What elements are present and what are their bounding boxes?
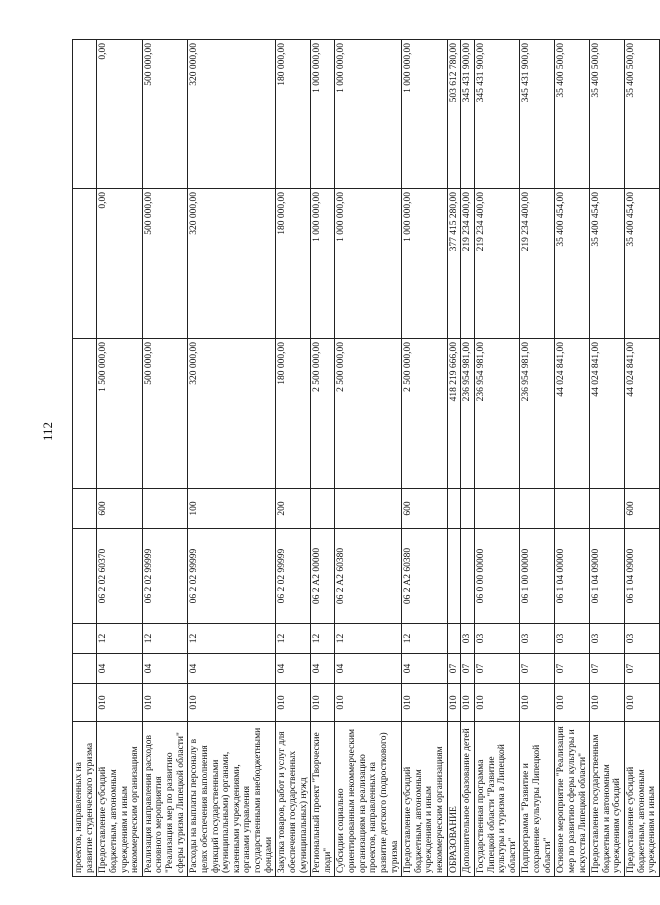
subsection-cell: [447, 624, 461, 654]
amount-year3-cell: 0,00: [97, 40, 143, 189]
section-cell: 07: [555, 654, 590, 684]
row-name-cell: Предоставление государственным бюджетным и автономным учреждениям субсидий: [590, 722, 625, 877]
amount-year3-cell: 1 000 000,00: [335, 40, 402, 189]
amount-year2-cell: 219 234 400,00: [520, 189, 555, 339]
amount-year3-cell: 503 612 780,00: [447, 40, 461, 189]
row-name-cell: Дополнительное образование детей: [461, 722, 475, 877]
expense-type-cell: 100: [188, 489, 276, 529]
section-cell: 04: [188, 654, 276, 684]
subsection-cell: 12: [335, 624, 402, 654]
table-row: [625, 40, 660, 877]
target-article-cell: 06 2 A2 00000: [311, 529, 335, 624]
row-name-cell: Предоставление субсидий бюджетным, автономным учреждениям и иным некоммерческим организациям: [402, 722, 448, 877]
amount-year2-cell: 377 415 280,00: [447, 189, 461, 339]
admin-code-cell: 010: [335, 684, 402, 722]
amount-year1-cell: 44 024 841,00: [625, 339, 660, 489]
amount-year3-cell: 35 400 500,00: [590, 40, 625, 189]
row-name-cell: Субсидии социально ориентированным некоммерческим организациям на реализацию проектов, направленных на развитие детского (подросткового) туризма: [335, 722, 402, 877]
target-article-cell: 06 2 02 99999: [142, 529, 188, 624]
amount-year2-cell: 219 234 400,00: [461, 189, 475, 339]
subsection-cell: 03: [474, 624, 520, 654]
section-cell: 04: [142, 654, 188, 684]
table-row: [461, 40, 475, 877]
subsection-cell: 12: [188, 624, 276, 654]
amount-year3-cell: 1 000 000,00: [311, 40, 335, 189]
admin-code-cell: 010: [402, 684, 448, 722]
amount-year1-cell: 44 024 841,00: [555, 339, 590, 489]
amount-year1-cell: 44 024 841,00: [590, 339, 625, 489]
expense-type-cell: [447, 489, 461, 529]
amount-year3-cell: 180 000,00: [276, 40, 311, 189]
amount-year1-cell: 500 000,00: [142, 339, 188, 489]
expense-type-cell: 200: [276, 489, 311, 529]
amount-year3-cell: 35 400 500,00: [555, 40, 590, 189]
row-name-cell: Подпрограмма "Развитие и сохранение культуры Липецкой области": [520, 722, 555, 877]
expense-type-cell: [555, 489, 590, 529]
expense-type-cell: [520, 489, 555, 529]
expense-type-cell: [474, 489, 520, 529]
admin-code-cell: 010: [97, 684, 143, 722]
amount-year1-cell: 236 954 981,00: [461, 339, 475, 489]
table-row: [590, 40, 625, 877]
admin-code-cell: 010: [520, 684, 555, 722]
amount-year1-cell: 320 000,00: [188, 339, 276, 489]
amount-year1-cell: 2 500 000,00: [335, 339, 402, 489]
amount-year1-cell: 2 500 000,00: [311, 339, 335, 489]
admin-code-cell: 010: [461, 684, 475, 722]
subsection-cell: 03: [555, 624, 590, 654]
amount-year2-cell: 35 400 454,00: [590, 189, 625, 339]
target-article-cell: 06 1 04 09000: [625, 529, 660, 624]
amount-year2-cell: 500 000,00: [142, 189, 188, 339]
amount-year3-cell: 35 400 500,00: [625, 40, 660, 189]
budget-table-sheet: [72, 40, 658, 877]
admin-code-cell: 010: [447, 684, 461, 722]
amount-year1-cell: 1 500 000,00: [97, 339, 143, 489]
subsection-cell: 12: [97, 624, 143, 654]
target-article-cell: 06 2 02 60370: [97, 529, 143, 624]
section-cell: 07: [625, 654, 660, 684]
target-article-cell: 06 2 A2 60380: [335, 529, 402, 624]
table-row: [474, 40, 520, 877]
subsection-cell: [73, 624, 97, 654]
table-row: [73, 40, 97, 877]
table-row: [97, 40, 143, 877]
page-number: 112: [40, 421, 55, 441]
expense-type-cell: [590, 489, 625, 529]
amount-year3-cell: [73, 40, 97, 189]
table-row: [188, 40, 276, 877]
amount-year1-cell: 236 954 981,00: [474, 339, 520, 489]
admin-code-cell: 010: [276, 684, 311, 722]
amount-year2-cell: 320 000,00: [188, 189, 276, 339]
subsection-cell: 03: [520, 624, 555, 654]
table-row: [276, 40, 311, 877]
expense-type-cell: 600: [97, 489, 143, 529]
row-name-cell: Реализация направления расходов основного мероприятия "Реализация мер по развитию сферы туризма Липецкой области": [142, 722, 188, 877]
expense-type-cell: [311, 489, 335, 529]
section-cell: 07: [474, 654, 520, 684]
target-article-cell: 06 1 00 00000: [520, 529, 555, 624]
row-name-cell: Региональный проект "Творческие люди": [311, 722, 335, 877]
admin-code-cell: 010: [555, 684, 590, 722]
admin-code-cell: 010: [188, 684, 276, 722]
amount-year3-cell: 320 000,00: [188, 40, 276, 189]
amount-year1-cell: [73, 339, 97, 489]
target-article-cell: 06 1 04 00000: [555, 529, 590, 624]
amount-year3-cell: 345 431 900,00: [474, 40, 520, 189]
row-name-cell: Государственная программа Липецкой области "Развитие культуры и туризма в Липецкой области": [474, 722, 520, 877]
row-name-cell: Предоставление субсидий бюджетным, автономным учреждениям и иным: [625, 722, 660, 877]
amount-year2-cell: 35 400 454,00: [555, 189, 590, 339]
amount-year2-cell: 219 234 400,00: [474, 189, 520, 339]
target-article-cell: [461, 529, 475, 624]
section-cell: 07: [590, 654, 625, 684]
target-article-cell: 06 2 A2 60380: [402, 529, 448, 624]
amount-year2-cell: 180 000,00: [276, 189, 311, 339]
subsection-cell: 12: [142, 624, 188, 654]
target-article-cell: 06 2 02 99999: [276, 529, 311, 624]
target-article-cell: 06 0 00 00000: [474, 529, 520, 624]
target-article-cell: 06 2 02 99999: [188, 529, 276, 624]
amount-year3-cell: 345 431 900,00: [520, 40, 555, 189]
expense-type-cell: [142, 489, 188, 529]
amount-year1-cell: 180 000,00: [276, 339, 311, 489]
admin-code-cell: 010: [142, 684, 188, 722]
target-article-cell: 06 1 04 09000: [590, 529, 625, 624]
admin-code-cell: 010: [311, 684, 335, 722]
admin-code-cell: 010: [474, 684, 520, 722]
amount-year2-cell: 1 000 000,00: [311, 189, 335, 339]
admin-code-cell: 010: [625, 684, 660, 722]
table-row: [555, 40, 590, 877]
target-article-cell: [73, 529, 97, 624]
amount-year2-cell: 35 400 454,00: [625, 189, 660, 339]
expense-type-cell: [73, 489, 97, 529]
row-name-cell: Предоставление субсидий бюджетным, автономным учреждениям и иным некоммерческим организациям: [97, 722, 143, 877]
section-cell: [73, 654, 97, 684]
budget-table: [72, 39, 660, 877]
table-body: [73, 40, 660, 877]
section-cell: 04: [311, 654, 335, 684]
subsection-cell: 12: [402, 624, 448, 654]
section-cell: 07: [461, 654, 475, 684]
amount-year2-cell: 1 000 000,00: [402, 189, 448, 339]
expense-type-cell: [461, 489, 475, 529]
table-row: [142, 40, 188, 877]
amount-year2-cell: 1 000 000,00: [335, 189, 402, 339]
row-name-cell: Основное мероприятие "Реализация мер по развитию сферы культуры и искусства Липецкой области": [555, 722, 590, 877]
amount-year3-cell: 1 000 000,00: [402, 40, 448, 189]
subsection-cell: 03: [625, 624, 660, 654]
row-name-cell: Закупка товаров, работ и услуг для обеспечения государственных (муниципальных) нужд: [276, 722, 311, 877]
amount-year1-cell: 418 219 666,00: [447, 339, 461, 489]
table-row: [311, 40, 335, 877]
amount-year3-cell: 345 431 900,00: [461, 40, 475, 189]
section-cell: 04: [335, 654, 402, 684]
admin-code-cell: [73, 684, 97, 722]
expense-type-cell: [335, 489, 402, 529]
amount-year3-cell: 500 000,00: [142, 40, 188, 189]
row-name-cell: проектов, направленных на развитие студенческого туризма: [73, 722, 97, 877]
amount-year1-cell: 236 954 981,00: [520, 339, 555, 489]
table-row: [402, 40, 448, 877]
section-cell: 04: [276, 654, 311, 684]
subsection-cell: 12: [276, 624, 311, 654]
expense-type-cell: 600: [402, 489, 448, 529]
amount-year2-cell: [73, 189, 97, 339]
target-article-cell: [447, 529, 461, 624]
row-name-cell: ОБРАЗОВАНИЕ: [447, 722, 461, 877]
table-row: [335, 40, 402, 877]
subsection-cell: 12: [311, 624, 335, 654]
section-cell: 04: [97, 654, 143, 684]
section-cell: 07: [447, 654, 461, 684]
section-cell: 07: [520, 654, 555, 684]
table-row: [520, 40, 555, 877]
section-cell: 04: [402, 654, 448, 684]
expense-type-cell: 600: [625, 489, 660, 529]
admin-code-cell: 010: [590, 684, 625, 722]
table-row: [447, 40, 461, 877]
subsection-cell: 03: [590, 624, 625, 654]
row-name-cell: Расходы на выплаты персоналу в целях обеспечения выполнения функций государственными (муниципальными) органами, казенными учреждениями, органами управления государственными внебюджетными фондами: [188, 722, 276, 877]
subsection-cell: 03: [461, 624, 475, 654]
amount-year2-cell: 0,00: [97, 189, 143, 339]
amount-year1-cell: 2 500 000,00: [402, 339, 448, 489]
